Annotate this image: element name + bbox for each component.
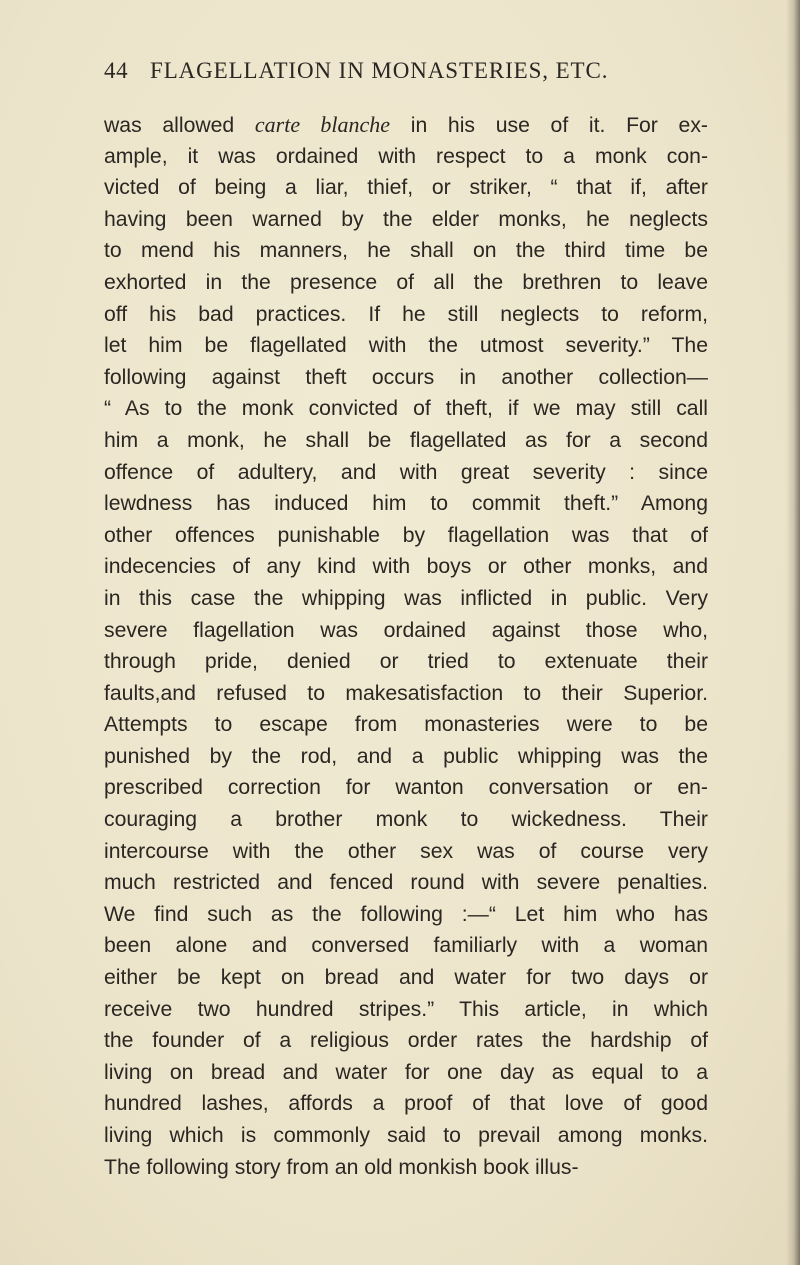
text-line: ample, it was ordained with respect to a monk con- (104, 144, 708, 168)
text-line: him a monk, he shall be flagellated as for a second (104, 428, 708, 452)
running-title: FLAGELLATION IN MONASTERIES, ETC. (150, 58, 609, 83)
text-line: lewdness has induced him to commit theft.” Among (104, 492, 708, 516)
text-line: exhorted in the presence of all the brethren to leave (104, 270, 708, 294)
text-line: prescribed correction for wanton conversation or en- (104, 776, 708, 800)
text-line: offence of adultery, and with great severity : since (104, 460, 708, 484)
text-line: The following story from an old monkish book illus- (104, 1155, 579, 1179)
text-line: let him be flagellated with the utmost severity.” The (104, 334, 708, 358)
text-line: hundred lashes, affords a proof of that love of good (104, 1092, 708, 1116)
italic-phrase: carte blanche (254, 112, 391, 137)
running-head (104, 58, 724, 90)
text-line: to mend his manners, he shall on the third time be (104, 239, 708, 263)
text-line: punished by the rod, and a public whipping was the (104, 744, 708, 768)
text-line: having been warned by the elder monks, he neglects (104, 207, 708, 231)
text-line: in this case the whipping was inflicted in public. Very (104, 586, 708, 610)
text-line: off his bad practices. If he still neglects to reform, (104, 302, 708, 326)
text-line: Attempts to escape from monasteries were to be (104, 713, 708, 737)
text-line: been alone and conversed familiarly with a woman (104, 934, 708, 958)
text-line: other offences punishable by flagellation was that of (104, 523, 708, 547)
text-line: receive two hundred stripes.” This article, in which (104, 997, 708, 1021)
text-line: living on bread and water for one day as equal to a (104, 1060, 708, 1084)
text-line: faults,and refused to makesatisfaction to their Superior. (104, 681, 708, 705)
page-number: 44 (104, 58, 129, 83)
text-line: indecencies of any kind with boys or other monks, and (104, 555, 708, 579)
text-line: “ As to the monk convicted of theft, if we may still call (104, 397, 708, 421)
text-line: following against theft occurs in another collection— (104, 365, 708, 389)
text-line: We find such as the following :—“ Let him who has (104, 902, 708, 926)
text-line: living which is commonly said to prevail among monks. (104, 1124, 708, 1147)
page-edge-shadow (786, 0, 800, 1265)
text-line: couraging a brother monk to wickedness. Their (104, 808, 708, 832)
text-line: much restricted and fenced round with severe penalties. (104, 871, 708, 895)
text-line: through pride, denied or tried to extenuate their (104, 650, 708, 674)
text-line: the founder of a religious order rates the hardship of (104, 1029, 708, 1053)
text-line: was allowed carte blanche in his use of it. For ex- (104, 112, 708, 137)
text-line: severe flagellation was ordained against those who, (104, 618, 708, 642)
body-text (104, 109, 708, 1183)
text-line: either be kept on bread and water for two days or (104, 966, 708, 990)
text-line: intercourse with the other sex was of course very (104, 839, 708, 863)
text-line: victed of being a liar, thief, or striker, “ that if, after (104, 176, 708, 200)
